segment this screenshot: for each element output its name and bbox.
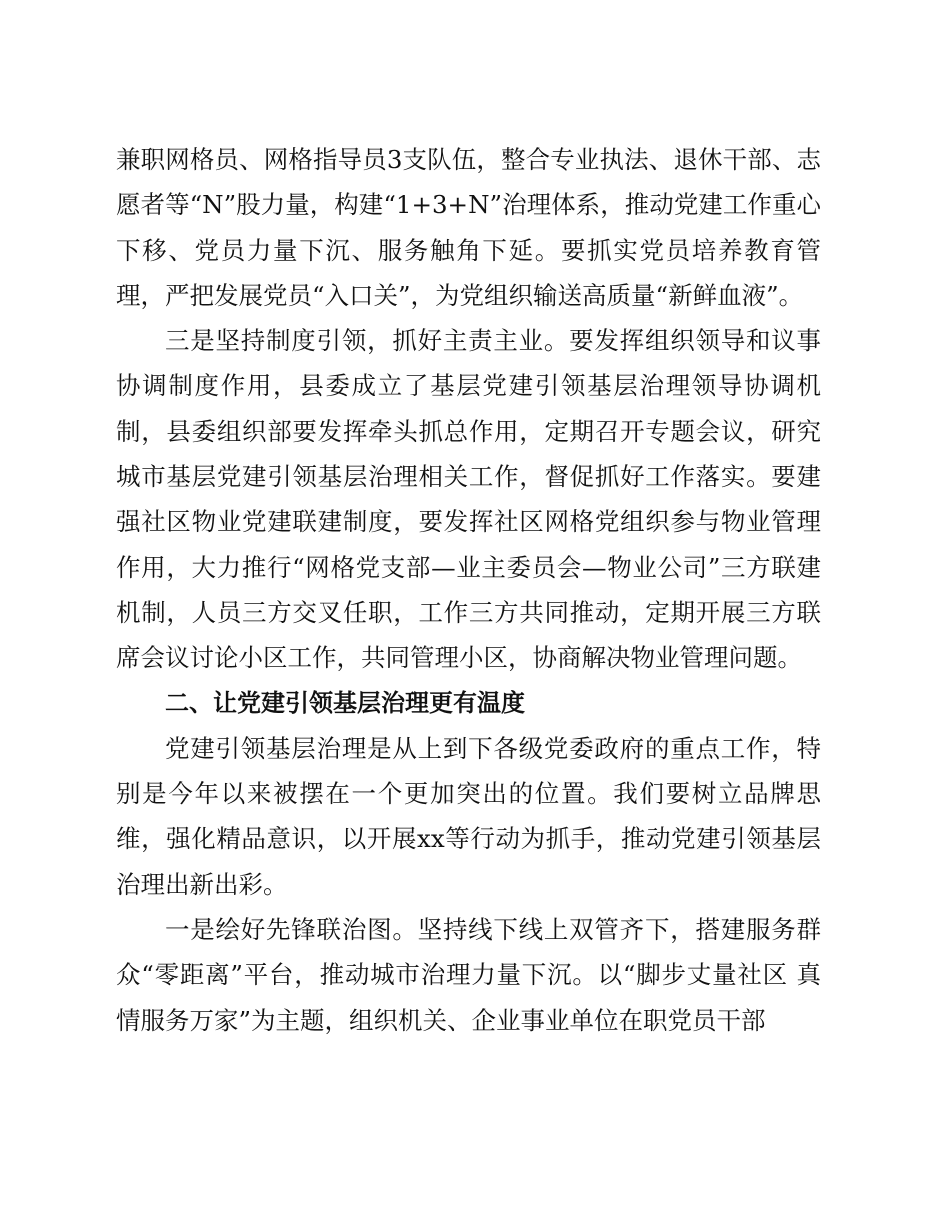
document-body: [116, 137, 821, 1043]
section-heading: 二、让党建引领基层治理更有温度: [165, 688, 525, 717]
paragraph-institutional-guidance: 三是坚持制度引领，抓好主责主业。要发挥组织领导和议事协调制度作用，县委成立了基层党建引领基层治理领导协调机制，县委组织部要发挥牵头抓总作用，定期召开专题会议，研究城市基层党建引领基层治理相关工作，督促抓好工作落实。要建强社区物业党建联建制度，要发挥社区网格党组织参与物业管理作用，大力推行“网格党支部—业主委员会—物业公司”三方联建机制，人员三方交叉任职，工作三方共同推动，定期开展三方联席会议讨论小区工作，共同管理小区，协商解决物业管理问题。: [116, 326, 821, 673]
paragraph-continuation: 兼职网格员、网格指导员3支队伍，整合专业执法、退休干部、志愿者等“N”股力量，构建“1+3+N”治理体系，推动党建工作重心下移、党员力量下沉、服务触角下延。要抓实党员培养教育管理，严把发展党员“入口关”，为党组织输送高质量“新鲜血液”。: [116, 145, 821, 310]
paragraph-section-intro: 党建引领基层治理是从上到下各级党委政府的重点工作，特别是今年以来被摆在一个更加突出的位置。我们要树立品牌思维，强化精品意识，以开展xx等行动为抓手，推动党建引领基层治理出新出彩。: [116, 733, 821, 899]
paragraph-pioneer-map: 一是绘好先锋联治图。坚持线下线上双管齐下，搭建服务群众“零距离”平台，推动城市治理力量下沉。以“脚步丈量社区 真情服务万家”为主题，组织机关、企业事业单位在职党员干部: [116, 915, 821, 1035]
